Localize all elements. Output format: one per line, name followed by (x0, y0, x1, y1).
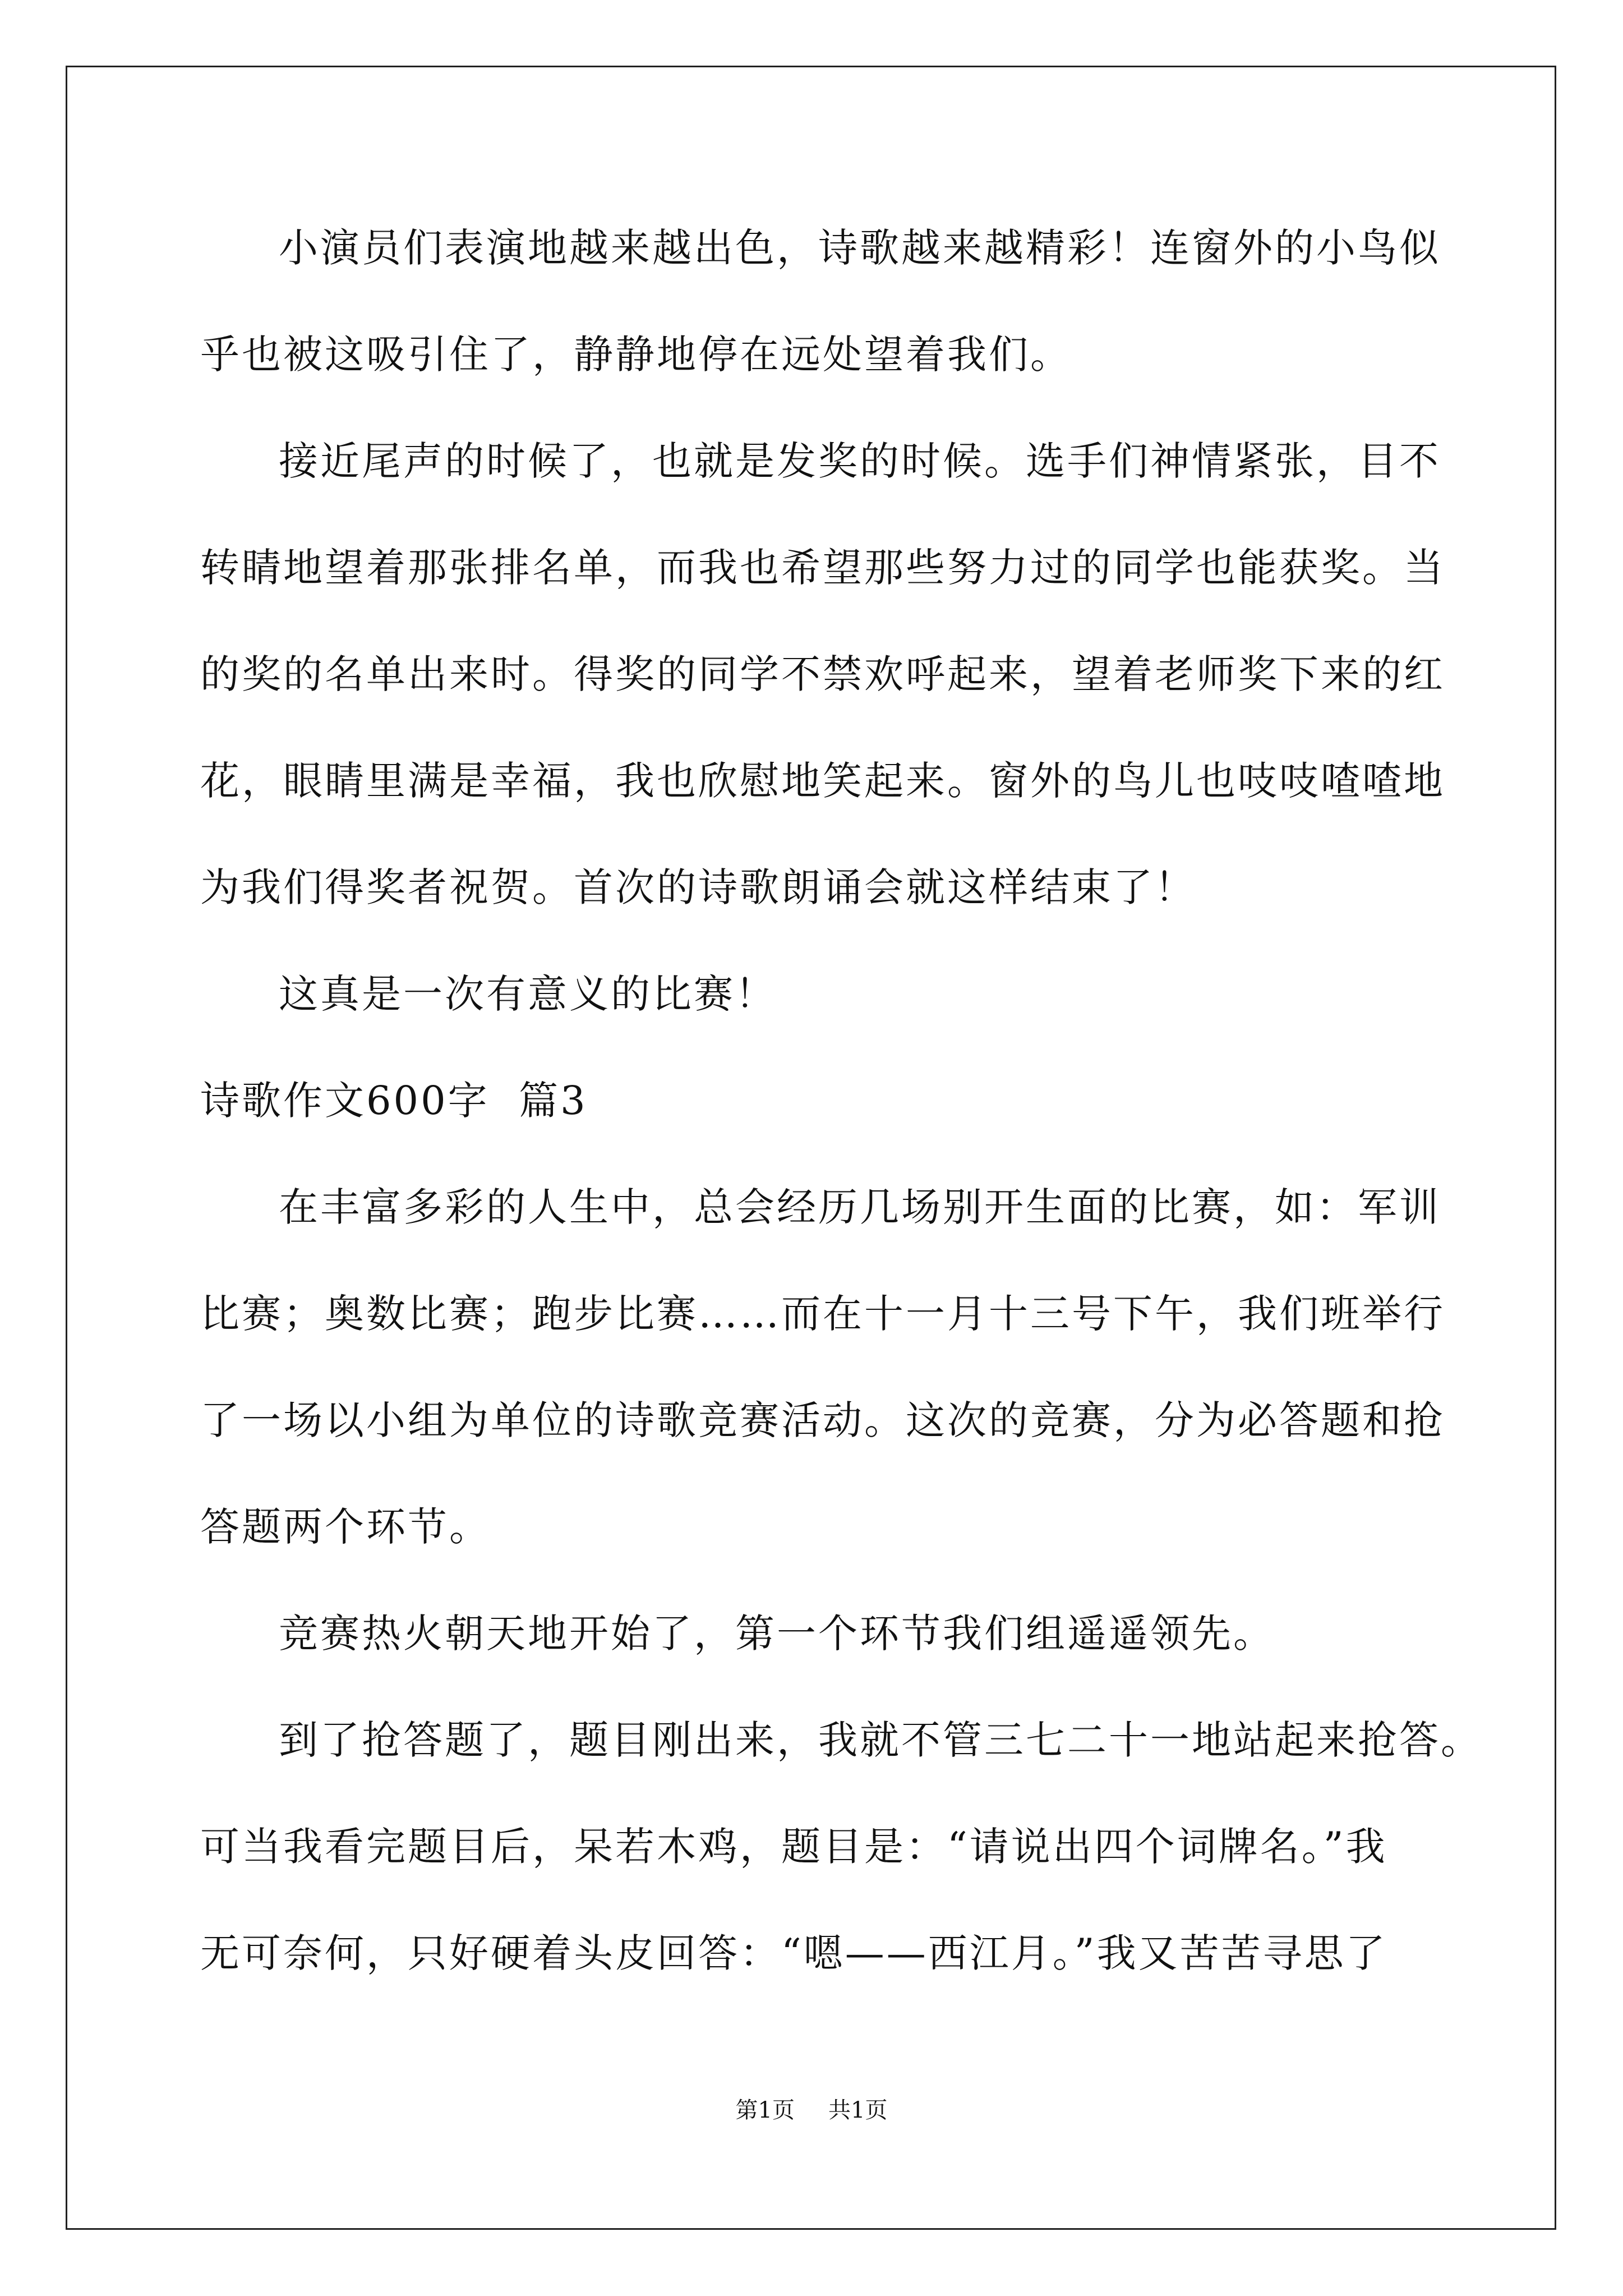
paragraph-line: 可当我看完题目后，呆若木鸡，题目是：“请说出四个词牌名。”我 (200, 1824, 1387, 1870)
page-total: 共1页 (828, 2097, 888, 2123)
paragraph-line: 答题两个环节。 (200, 1504, 491, 1550)
page-footer (0, 2093, 1623, 2127)
document-body (200, 214, 1490, 2026)
paragraph-line: 到了抢答题了，题目刚出来，我就不管三七二十一地站起来抢答。 (279, 1717, 1482, 1763)
paragraph-line: 竞赛热火朝天地开始了，第一个环节我们组遥遥领先。 (279, 1611, 1275, 1657)
section-heading: 诗歌作文600字 篇3 (200, 1078, 588, 1124)
paragraph-line: 花，眼睛里满是幸福，我也欣慰地笑起来。窗外的鸟儿也吱吱喳喳地 (200, 758, 1445, 804)
paragraph-line: 了一场以小组为单位的诗歌竞赛活动。这次的竞赛，分为必答题和抢 (200, 1397, 1445, 1443)
paragraph-line: 接近尾声的时候了，也就是发奖的时候。选手们神情紧张，目不 (279, 438, 1441, 484)
paragraph-line: 在丰富多彩的人生中，总会经历几场别开生面的比赛，如：军训 (279, 1184, 1441, 1230)
paragraph-line: 的奖的名单出来时。得奖的同学不禁欢呼起来，望着老师奖下来的红 (200, 651, 1445, 697)
paragraph-line: 乎也被这吸引住了，静静地停在远处望着我们。 (200, 332, 1072, 378)
paragraph-line: 无可奈何，只好硬着头皮回答：“嗯——西江月。”我又苦苦寻思了 (200, 1930, 1387, 1976)
paragraph-line: 比赛；奥数比赛；跑步比赛……而在十一月十三号下午，我们班举行 (200, 1291, 1445, 1337)
paragraph-line: 小演员们表演地越来越出色，诗歌越来越精彩！连窗外的小鸟似 (279, 225, 1441, 271)
paragraph-line: 为我们得奖者祝贺。首次的诗歌朗诵会就这样结束了！ (200, 864, 1196, 910)
paragraph-line: 转睛地望着那张排名单，而我也希望那些努力过的同学也能获奖。当 (200, 545, 1445, 591)
paragraph-line: 这真是一次有意义的比赛！ (279, 971, 777, 1017)
page-number: 第1页 (735, 2097, 795, 2123)
